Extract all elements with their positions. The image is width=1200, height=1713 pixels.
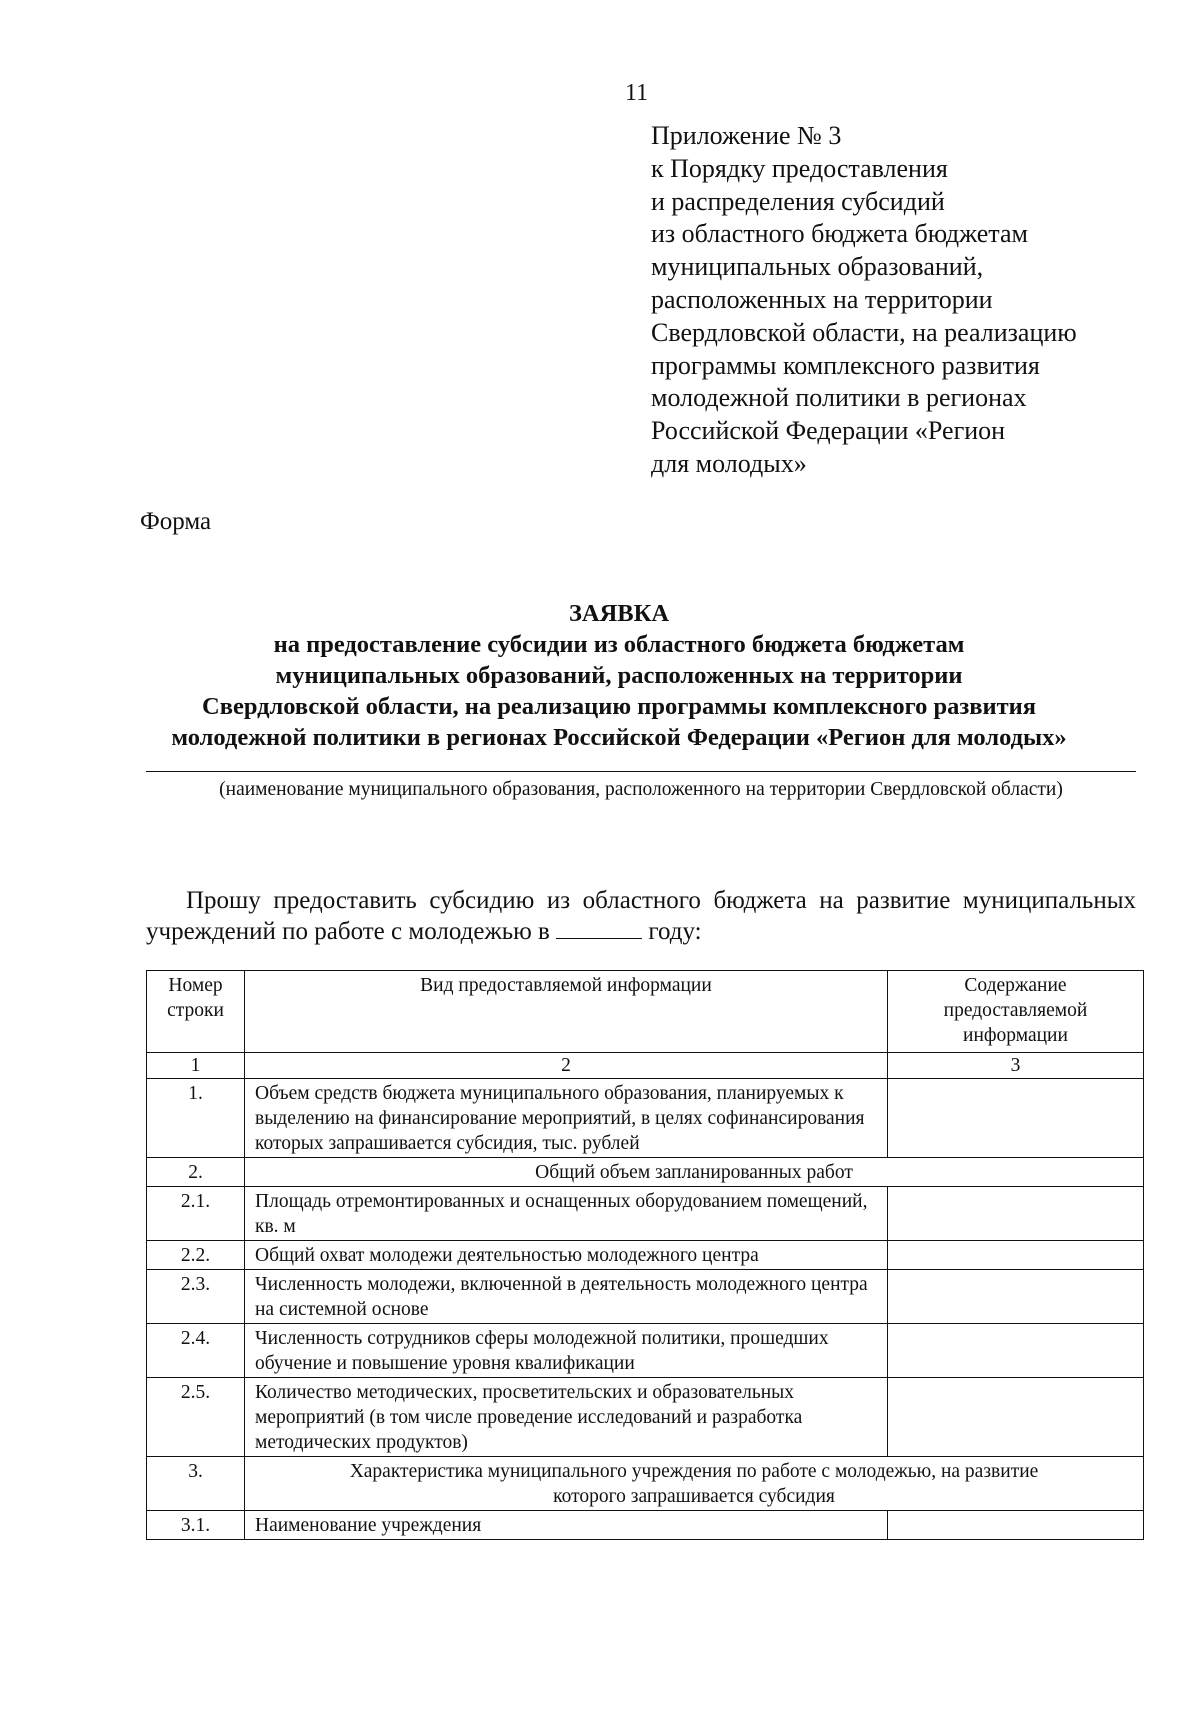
request-line-year [146,916,1136,947]
municipality-caption: (наименование муниципального образования, расположенного на территории Свердловской области) [219,779,1063,800]
table-row [147,1378,1144,1457]
row-number: 2. [147,1158,245,1187]
value-cell[interactable] [888,1378,1144,1457]
appendix-line: Свердловской области, на реализацию [651,317,1077,347]
municipality-fill-line[interactable] [146,771,1136,772]
appendix-reference [651,120,1077,481]
row-text: Наименование учреждения [245,1511,888,1540]
appendix-line: Приложение № 3 [651,121,842,150]
table-row [147,1511,1144,1540]
header-row-number: Номер строки [147,971,245,1053]
request-title [100,598,1138,753]
table-header-row [147,971,1144,1053]
row-number: 2.1. [147,1187,245,1241]
title-line: муниципальных образований, расположенных на территории [275,662,963,689]
table-row [147,1079,1144,1158]
appendix-line: муниципальных образований, [651,252,984,282]
row-number: 3.1. [147,1511,245,1540]
row-number: 2.2. [147,1241,245,1270]
request-line-end: году: [648,918,702,945]
title-line: на предоставление субсидии из областного бюджета бюджетам [273,631,965,658]
table-row [147,1457,1144,1511]
page-number: 11 [625,80,649,106]
appendix-line: расположенных на территории [651,284,993,314]
title-heading: ЗАЯВКА [568,600,670,627]
value-cell[interactable] [888,1511,1144,1540]
request-text [146,885,1136,947]
row-text: Площадь отремонтированных и оснащенных оборудованием помещений, кв. м [245,1187,888,1241]
appendix-line: программы комплексного развития [651,350,1040,380]
table-row [147,1187,1144,1241]
request-line: Прошу предоставить субсидию из областного бюджета на развитие муниципальных [186,887,1136,914]
row-text: Численность молодежи, включенной в деятельность молодежного центра на системной основе [245,1270,888,1324]
row-number: 3. [147,1457,245,1511]
request-line-start: учреждений по работе с молодежью в [146,918,550,945]
row-number: 1. [147,1079,245,1158]
value-cell[interactable] [888,1270,1144,1324]
section-heading: Характеристика муниципального учреждения по работе с молодежью, на развитие которого запрашивается субсидия [245,1457,1144,1511]
info-table [146,970,1144,1540]
column-number-row [147,1053,1144,1079]
row-number: 2.3. [147,1270,245,1324]
table-row [147,1270,1144,1324]
appendix-line: для молодых» [651,448,807,478]
row-text: Численность сотрудников сферы молодежной политики, прошедших обучение и повышение уровня квалификации [245,1324,888,1378]
table-row [147,1324,1144,1378]
row-number: 2.4. [147,1324,245,1378]
section-heading: Общий объем запланированных работ [245,1158,1144,1187]
appendix-line: из областного бюджета бюджетам [651,219,1028,249]
year-blank[interactable] [556,918,642,939]
table-row [147,1241,1144,1270]
table-row [147,1158,1144,1187]
column-number: 3 [888,1053,1144,1079]
title-line: Свердловской области, на реализацию программы комплексного развития [202,693,1036,720]
header-info-type: Вид предоставляемой информации [245,971,888,1053]
row-text: Объем средств бюджета муниципального образования, планируемых к выделению на финансирование мероприятий, в целях софинансирования которых запрашивается субсидия, тыс. рублей [245,1079,888,1158]
appendix-line: и распределения субсидий [651,186,945,216]
value-cell[interactable] [888,1187,1144,1241]
row-text: Общий охват молодежи деятельностью молодежного центра [245,1241,888,1270]
header-info-content: Содержание предоставляемой информации [888,971,1144,1053]
column-number: 1 [147,1053,245,1079]
form-label: Форма [140,508,212,535]
row-text: Количество методических, просветительских и образовательных мероприятий (в том числе проведение исследований и разработка методических продуктов) [245,1378,888,1457]
appendix-line: к Порядку предоставления [651,153,948,183]
appendix-line: Российской Федерации «Регион [651,416,1006,446]
value-cell[interactable] [888,1079,1144,1158]
column-number: 2 [245,1053,888,1079]
row-number: 2.5. [147,1378,245,1457]
title-line: молодежной политики в регионах Российской Федерации «Регион для молодых» [171,724,1067,751]
value-cell[interactable] [888,1241,1144,1270]
value-cell[interactable] [888,1324,1144,1378]
appendix-line: молодежной политики в регионах [651,383,1027,413]
